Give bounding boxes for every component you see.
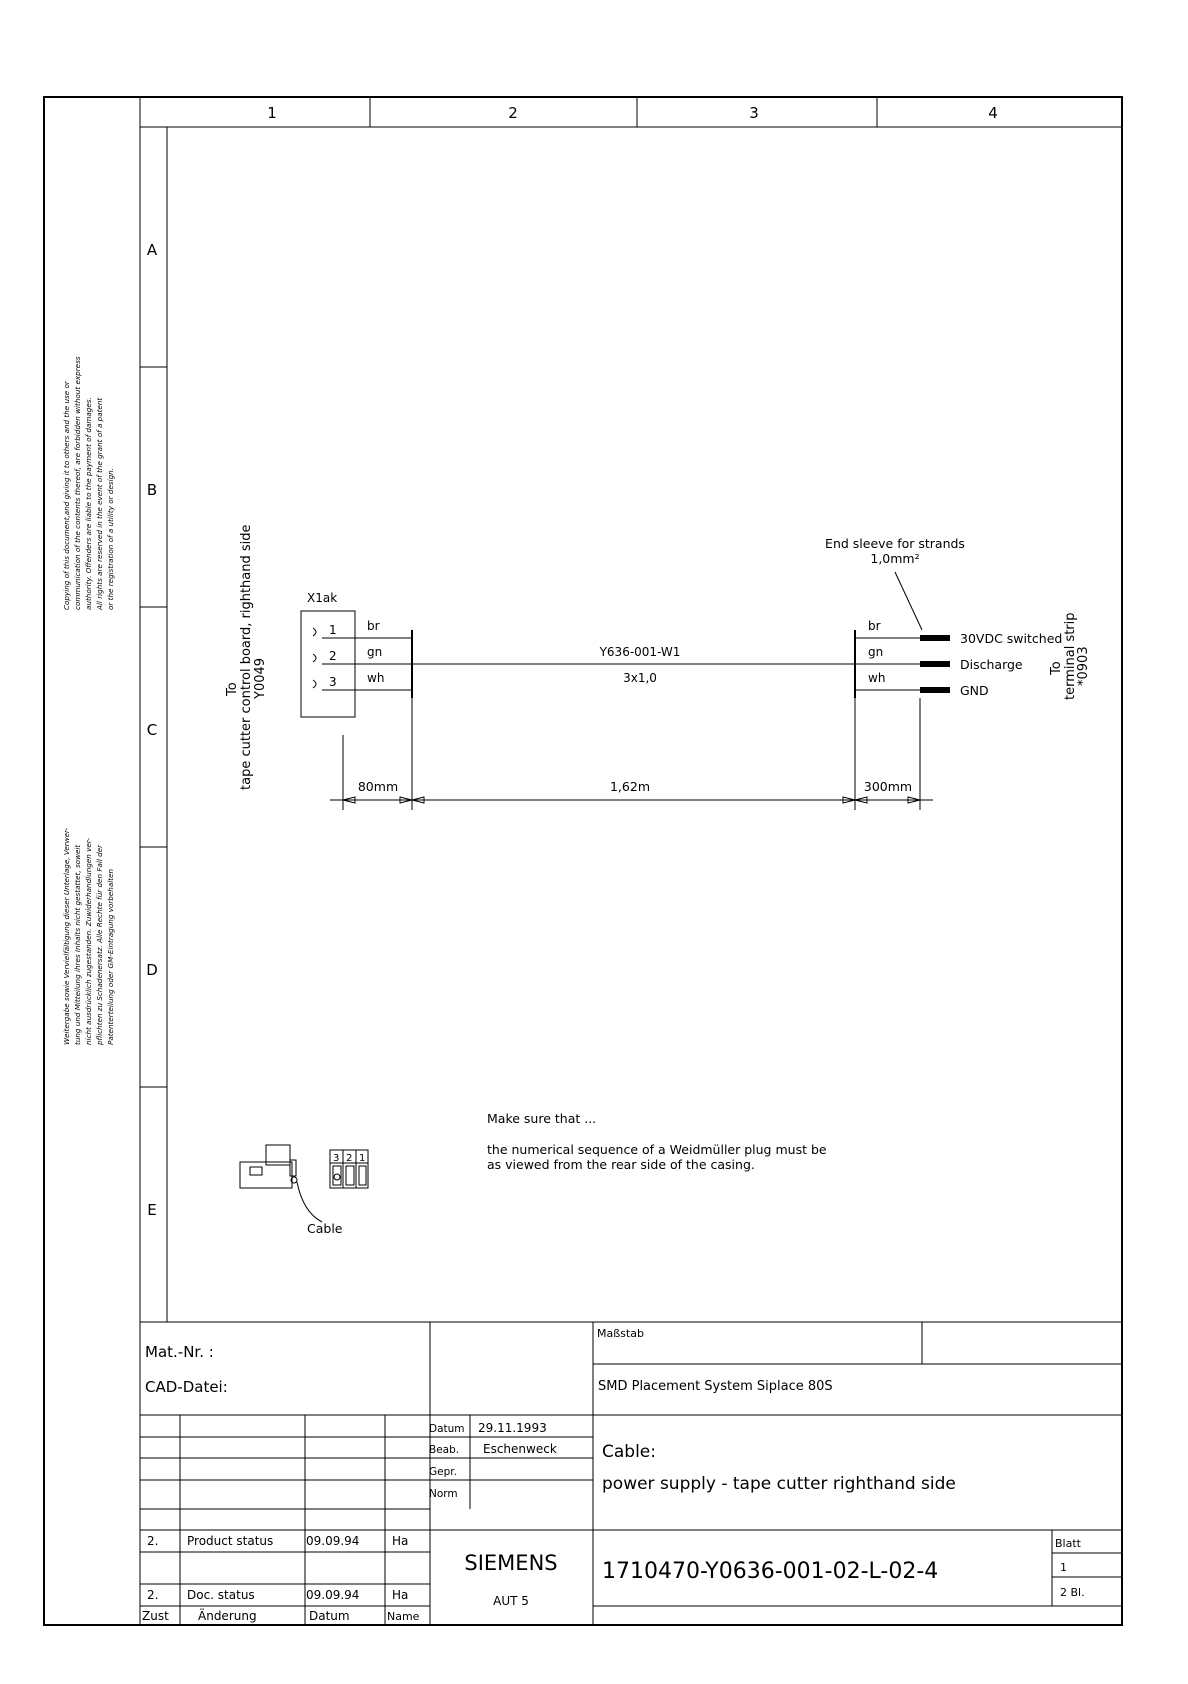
row-label: D <box>146 961 158 979</box>
dimension-label: 1,62m <box>609 779 651 794</box>
footer-datum: Datum <box>309 1609 350 1623</box>
svg-text:*0903: *0903 <box>1076 646 1091 686</box>
wire-color: wh <box>868 671 886 685</box>
gepr-label: Gepr. <box>429 1466 457 1478</box>
rev-zust: 2. <box>147 1588 159 1602</box>
column-label: 4 <box>988 104 998 122</box>
project-name: SMD Placement System Siplace 80S <box>598 1379 833 1394</box>
blatt-label: Blatt <box>1055 1537 1081 1550</box>
end-sleeve <box>920 635 950 641</box>
svg-text:All rights are reserved in the: All rights are reserved in the event of the grant of a patent <box>95 397 104 610</box>
datum-label: Datum <box>429 1423 465 1435</box>
rev-date: 09.09.94 <box>306 1534 360 1548</box>
dimension-label: 300mm <box>863 779 913 794</box>
svg-text:Weitergabe sowie Vervielfältig: Weitergabe sowie Vervielfältigung dieser Unterlage, Verwer- <box>62 827 71 1045</box>
bearb-value: Eschenweck <box>483 1442 557 1456</box>
footer-name: Name <box>387 1610 420 1623</box>
wire-color: gn <box>868 645 884 659</box>
datum-value: 29.11.1993 <box>478 1421 547 1435</box>
rev-text: Doc. status <box>187 1588 255 1602</box>
mat-nr-label: Mat.-Nr. : <box>145 1343 214 1361</box>
rev-zust: 2. <box>147 1534 159 1548</box>
side-note-english <box>62 356 115 611</box>
svg-text:communication of the contents: communication of the contents thereof, are forbidden without express <box>73 356 82 610</box>
signal-label: Discharge <box>960 657 1023 672</box>
footer-zust: Zust <box>142 1609 169 1623</box>
svg-text:nicht ausdrücklich zugestanden: nicht ausdrücklich zugestanden. Zuwiderhandlungen ver- <box>84 838 93 1045</box>
svg-text:authority. Offenders are liabl: authority. Offenders are liable to the payment of damages. <box>84 397 93 610</box>
massstab-label: Maßstab <box>597 1327 644 1340</box>
dimension-label: 80mm <box>357 779 399 794</box>
svg-text:pflichten zu Schadenersatz. Al: pflichten zu Schadenersatz. Alle Rechte für den Fall der <box>95 844 104 1045</box>
row-label: B <box>146 481 158 499</box>
pin-number: 1 <box>329 623 337 637</box>
column-label: 2 <box>508 104 518 122</box>
signal-label: GND <box>960 683 989 698</box>
drawing-number: 1710470-Y0636-001-02-L-02-4 <box>602 1559 939 1584</box>
cad-datei-label: CAD-Datei: <box>145 1378 228 1396</box>
bearb-label: Beab. <box>429 1444 460 1456</box>
plug-number: 2 <box>346 1153 353 1164</box>
svg-text:Y0049: Y0049 <box>253 657 268 699</box>
department: AUT 5 <box>493 1594 529 1608</box>
rev-date: 09.09.94 <box>306 1588 360 1602</box>
svg-text:Copying of this document,and g: Copying of this document,and giving it to others and the use or <box>62 381 71 610</box>
cable-label: Cable <box>307 1221 343 1236</box>
row-label: C <box>146 721 158 739</box>
end-sleeve-note: End sleeve for strands <box>825 536 965 551</box>
norm-label: Norm <box>429 1488 458 1500</box>
signal-label: 30VDC switched <box>960 631 1063 646</box>
pin-number: 2 <box>329 649 337 663</box>
wire-color: br <box>868 619 881 633</box>
note-heading: Make sure that ... <box>487 1111 597 1126</box>
rev-name: Ha <box>392 1534 409 1548</box>
column-label: 1 <box>267 104 277 122</box>
note-line: as viewed from the rear side of the casing. <box>487 1157 755 1172</box>
connector-name: X1ak <box>307 591 338 605</box>
drawing-title-line1: Cable: <box>602 1442 656 1462</box>
end-sleeve-note: 1,0mm² <box>870 551 920 566</box>
left-destination-label <box>225 524 268 790</box>
drawing-title-line2: power supply - tape cutter righthand side <box>602 1474 956 1494</box>
column-label: 3 <box>749 104 759 122</box>
note-line: the numerical sequence of a Weidmüller plug must be <box>487 1142 827 1157</box>
cable-id: Y636-001-W1 <box>599 645 681 659</box>
row-label: E <box>147 1201 157 1219</box>
svg-text:or the registration of a utili: or the registration of a utility or design. <box>106 467 115 610</box>
svg-text:To: To <box>225 682 240 696</box>
rev-name: Ha <box>392 1588 409 1602</box>
svg-text:tape cutter control board, rig: tape cutter control board, righthand side <box>239 524 254 790</box>
plug-number: 3 <box>333 1153 340 1164</box>
end-sleeve <box>920 687 950 693</box>
cable-spec: 3x1,0 <box>623 671 657 685</box>
bl-total: 2 Bl. <box>1060 1586 1085 1599</box>
side-note-german <box>62 827 115 1046</box>
plug-number: 1 <box>359 1153 366 1164</box>
company-logo-text: SIEMENS <box>464 1551 558 1575</box>
svg-text:To: To <box>1049 661 1064 675</box>
blatt-value: 1 <box>1060 1561 1067 1574</box>
wire-color: wh <box>367 671 385 685</box>
footer-aenderung: Änderung <box>198 1609 257 1623</box>
pin-number: 3 <box>329 675 337 689</box>
svg-text:tung und Mitteilung ihres Inha: tung und Mitteilung ihres Inhalts nicht gestattet, soweit <box>73 844 82 1045</box>
wire-color: br <box>367 619 380 633</box>
svg-text:terminal strip: terminal strip <box>1063 612 1078 700</box>
right-destination-label <box>1049 612 1091 700</box>
svg-text:Patenterteilung oder GM-Eintra: Patenterteilung oder GM-Eintragung vorbehalten <box>106 868 115 1045</box>
end-sleeve <box>920 661 950 667</box>
wire-color: gn <box>367 645 383 659</box>
rev-text: Product status <box>187 1534 274 1548</box>
row-label: A <box>146 241 158 259</box>
